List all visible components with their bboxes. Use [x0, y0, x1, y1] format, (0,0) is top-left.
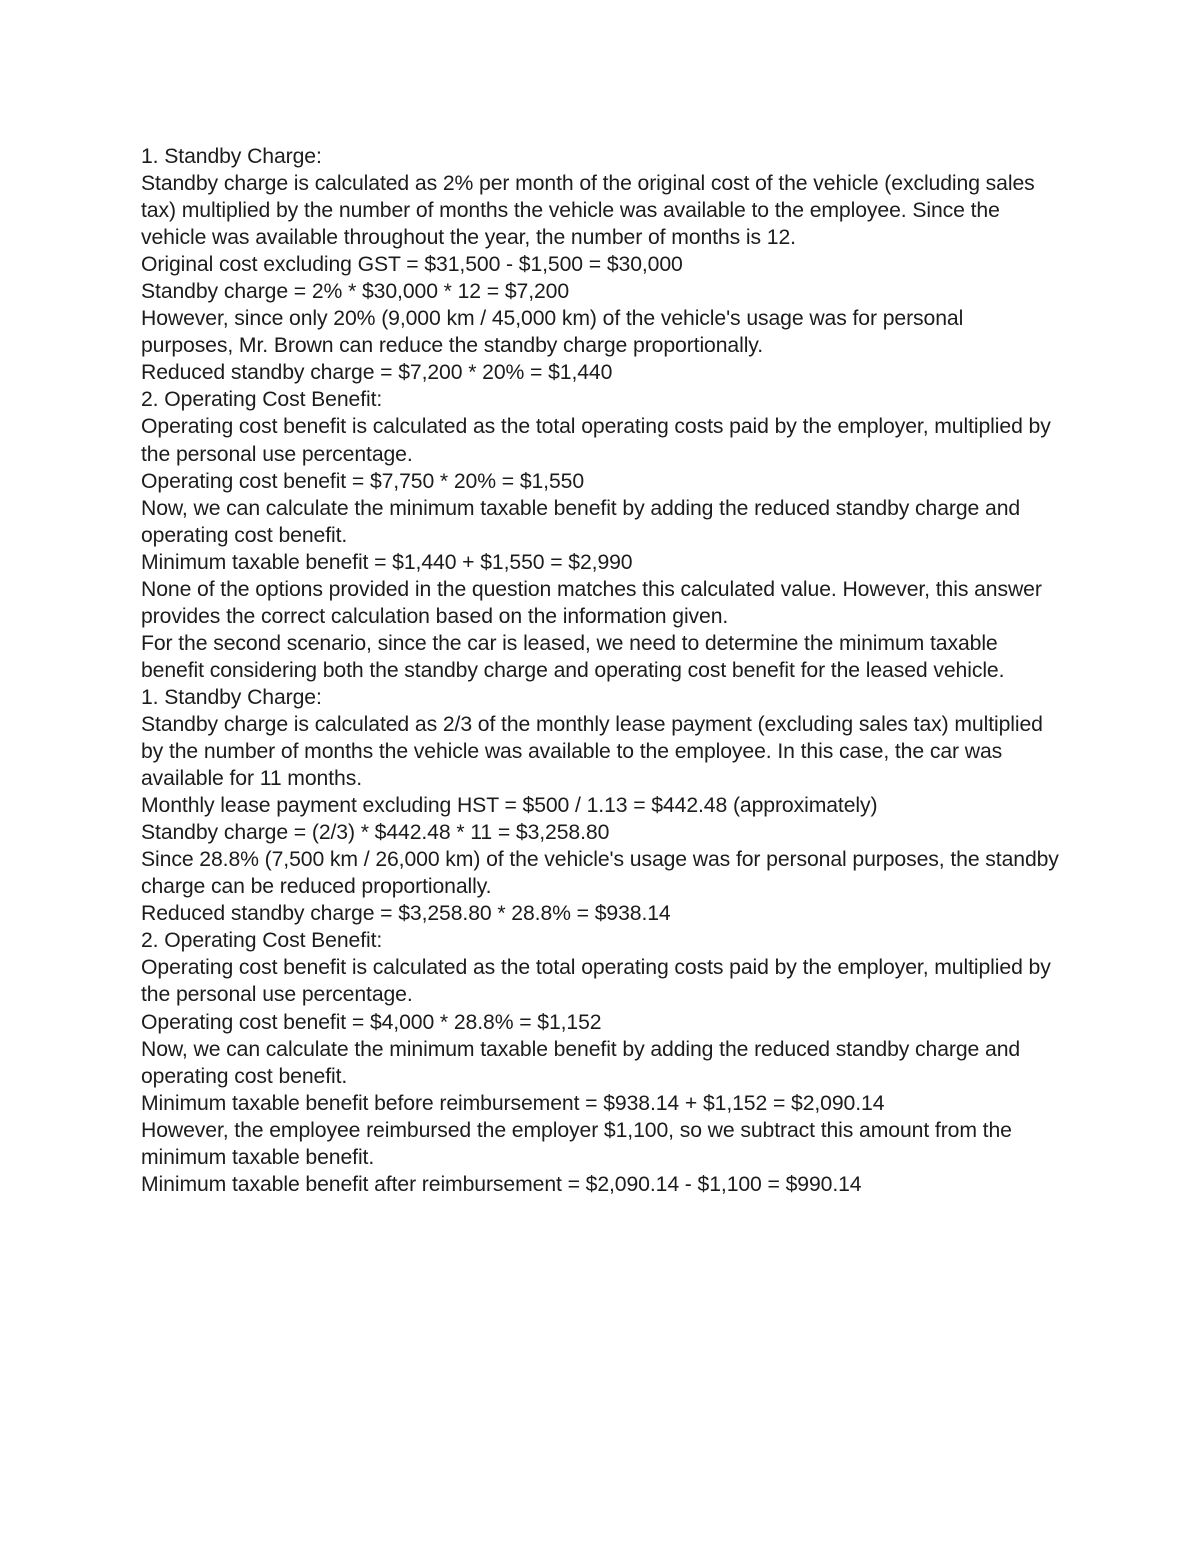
calc-minimum-benefit-1: Minimum taxable benefit = $1,440 + $1,550 = $2,990	[141, 550, 633, 574]
heading-standby-charge-2: 1. Standby Charge:	[141, 685, 322, 709]
calc-standby-charge-1: Standby charge = 2% * $30,000 * 12 = $7,200	[141, 280, 570, 304]
paragraph-operating-definition-2: Operating cost benefit is calculated as the total operating costs paid by the employer, multiplied by the personal use percentage.	[141, 956, 1051, 1007]
paragraph-second-scenario: For the second scenario, since the car is leased, we need to determine the minimum taxable benefit considering both the standby charge and operating cost benefit for the leased vehicle.	[141, 631, 1005, 682]
calc-monthly-lease: Monthly lease payment excluding HST = $500 / 1.13 = $442.48 (approximately)	[141, 794, 878, 818]
paragraph-sum-intro-2: Now, we can calculate the minimum taxable benefit by adding the reduced standby charge and operating cost benefit.	[141, 1037, 1021, 1088]
calc-reduced-standby-2: Reduced standby charge = $3,258.80 * 28.8% = $938.14	[141, 902, 671, 926]
heading-operating-cost-2: 2. Operating Cost Benefit:	[141, 929, 383, 953]
calc-standby-charge-2: Standby charge = (2/3) * $442.48 * 11 = $3,258.80	[141, 821, 610, 845]
calc-benefit-after-reimbursement: Minimum taxable benefit after reimbursement = $2,090.14 - $1,100 = $990.14	[141, 1172, 862, 1196]
paragraph-operating-definition-1: Operating cost benefit is calculated as the total operating costs paid by the employer, multiplied by the personal use percentage.	[141, 415, 1051, 466]
calc-operating-cost-1: Operating cost benefit = $7,750 * 20% = $1,550	[141, 469, 585, 493]
calc-original-cost: Original cost excluding GST = $31,500 - $1,500 = $30,000	[141, 253, 683, 277]
paragraph-personal-usage-2: Since 28.8% (7,500 km / 26,000 km) of the vehicle's usage was for personal purposes, the standby charge can be reduced proportionally.	[141, 848, 1059, 899]
document-body	[141, 143, 1061, 1198]
paragraph-standby-definition-1: Standby charge is calculated as 2% per month of the original cost of the vehicle (excluding sales tax) multiplied by the number of months the vehicle was available to the employee. Since the vehicle was available throughout the year, the number of months is 12.	[141, 172, 1035, 250]
calc-reduced-standby-1: Reduced standby charge = $7,200 * 20% = $1,440	[141, 361, 613, 385]
calc-operating-cost-2: Operating cost benefit = $4,000 * 28.8% = $1,152	[141, 1010, 602, 1034]
calc-benefit-before-reimbursement: Minimum taxable benefit before reimbursement = $938.14 + $1,152 = $2,090.14	[141, 1091, 885, 1115]
paragraph-personal-usage-1: However, since only 20% (9,000 km / 45,000 km) of the vehicle's usage was for personal purposes, Mr. Brown can reduce the standby charge proportionally.	[141, 307, 964, 358]
paragraph-reimbursement: However, the employee reimbursed the employer $1,100, so we subtract this amount from the minimum taxable benefit.	[141, 1118, 1012, 1169]
heading-operating-cost-1: 2. Operating Cost Benefit:	[141, 388, 383, 412]
paragraph-standby-definition-2: Standby charge is calculated as 2/3 of the monthly lease payment (excluding sales tax) multiplied by the number of months the vehicle was available to the employee. In this case, the car was available for 11 months.	[141, 712, 1043, 791]
paragraph-sum-intro-1: Now, we can calculate the minimum taxable benefit by adding the reduced standby charge and operating cost benefit.	[141, 496, 1021, 547]
heading-standby-charge-1: 1. Standby Charge:	[141, 145, 322, 168]
paragraph-options-note: None of the options provided in the question matches this calculated value. However, this answer provides the correct calculation based on the information given.	[141, 577, 1042, 628]
